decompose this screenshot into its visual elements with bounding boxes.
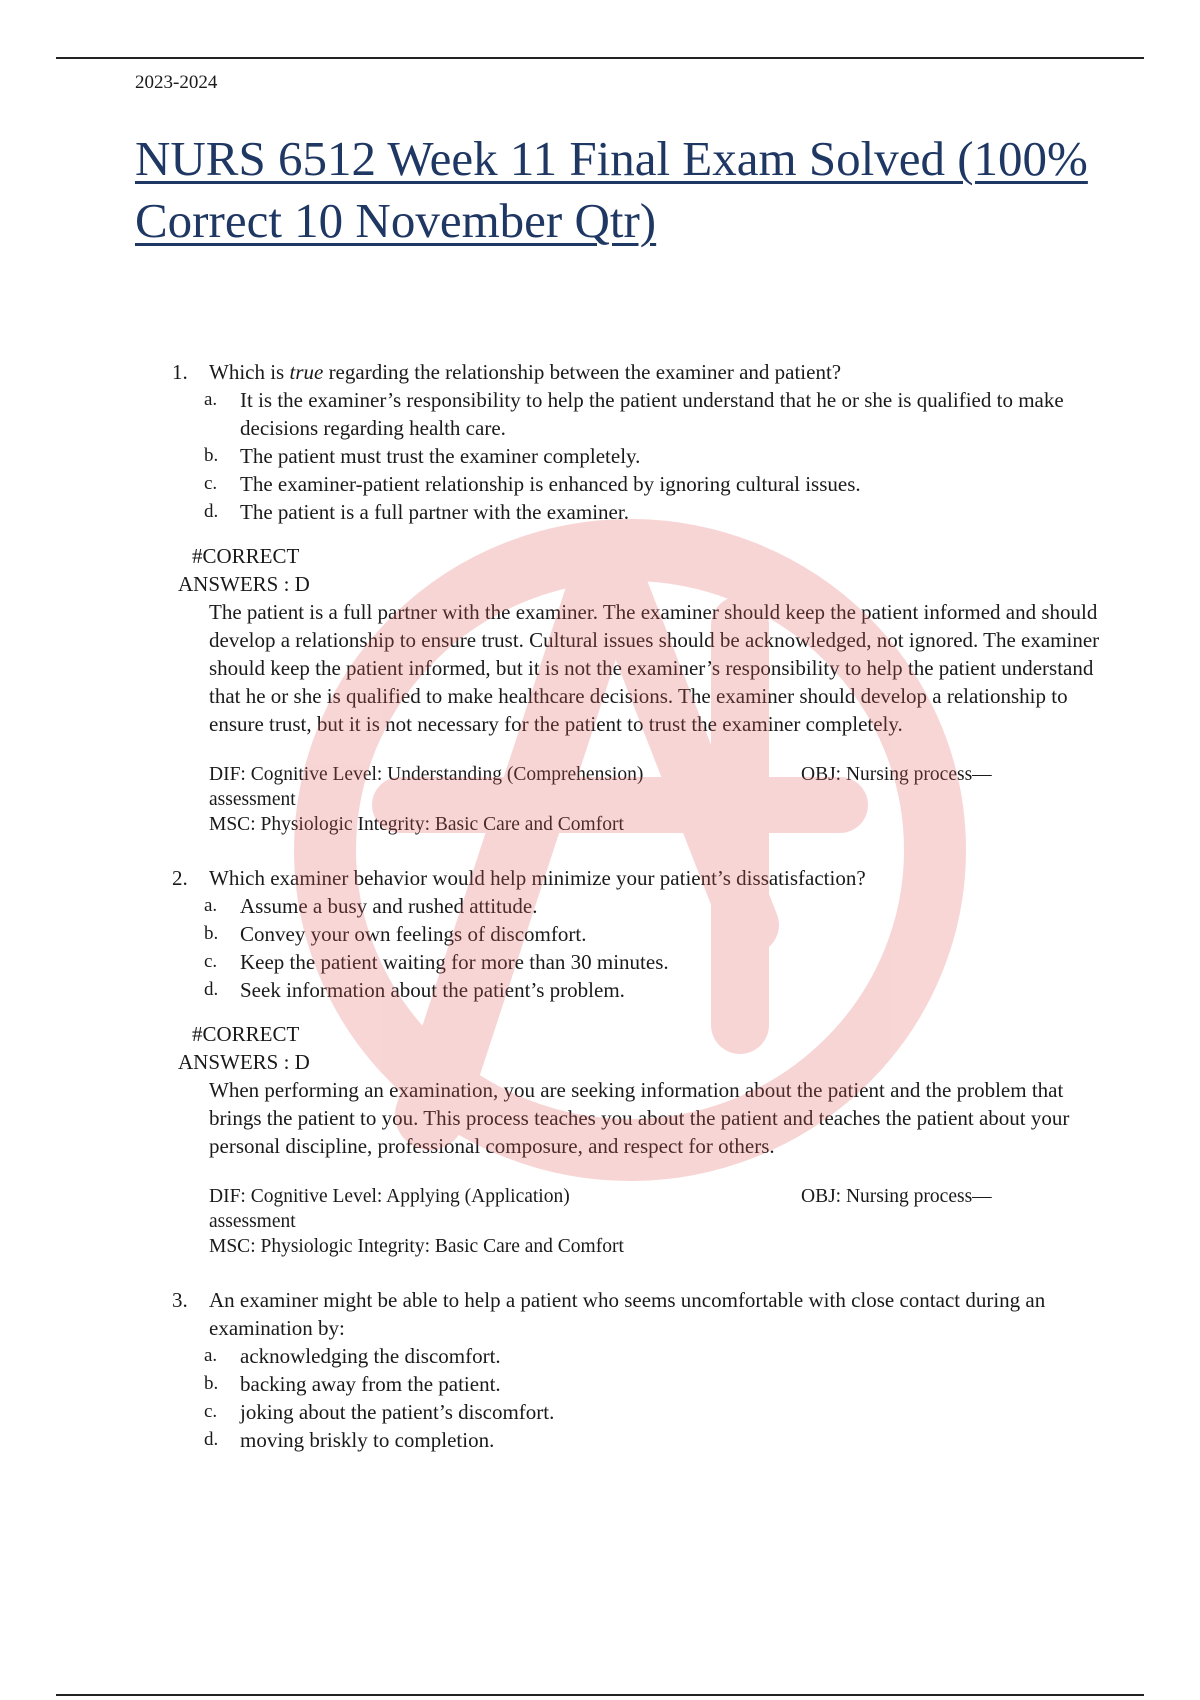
msc-category: MSC: Physiologic Integrity: Basic Care and Comfort xyxy=(209,814,624,835)
answer-explanation: When performing an examination, you are seeking information about the patient and the problem that brings the patient to you. This process teaches you about the patient and teaches the patient about your personal discipline, professional composure, and respect for others. xyxy=(209,1078,1070,1158)
option-c xyxy=(200,948,1085,976)
dif-level: DIF: Cognitive Level: Understanding (Comprehension) xyxy=(209,764,644,785)
answer-label: #CORRECT xyxy=(192,1022,300,1046)
question-metadata xyxy=(209,762,1049,837)
top-rule xyxy=(56,57,1144,59)
option-letter: a. xyxy=(204,389,218,410)
question-stem xyxy=(209,360,841,384)
option-letter: c. xyxy=(204,1401,218,1422)
option-d xyxy=(200,976,1085,1004)
option-d xyxy=(200,1426,1085,1454)
option-letter: b. xyxy=(204,445,219,466)
question-2-options xyxy=(200,892,1200,1004)
question-stem: An examiner might be able to help a patient who seems uncomfortable with close contact during an examination by: xyxy=(209,1288,1046,1340)
option-letter: b. xyxy=(204,923,219,944)
msc-category: MSC: Physiologic Integrity: Basic Care and Comfort xyxy=(209,1236,624,1257)
document-year: 2023-2024 xyxy=(135,72,218,93)
option-letter: d. xyxy=(204,979,219,1000)
option-text: The patient is a full partner with the examiner. xyxy=(240,500,629,524)
option-text: Convey your own feelings of discomfort. xyxy=(240,922,587,946)
question-3-options xyxy=(200,1342,1200,1454)
option-c xyxy=(200,1398,1085,1426)
option-text: Keep the patient waiting for more than 30 minutes. xyxy=(240,950,669,974)
objective-continued: assessment xyxy=(209,1211,296,1232)
question-number: 2. xyxy=(172,866,188,890)
stem-text: regarding the relationship between the examiner and patient? xyxy=(323,360,842,384)
option-text: joking about the patient’s discomfort. xyxy=(240,1400,555,1424)
option-letter: d. xyxy=(204,1429,219,1450)
option-text: The examiner-patient relationship is enhanced by ignoring cultural issues. xyxy=(240,472,861,496)
option-text: backing away from the patient. xyxy=(240,1372,501,1396)
bottom-rule xyxy=(56,1694,1144,1696)
option-letter: c. xyxy=(204,473,218,494)
answer-label: #CORRECT xyxy=(192,544,300,568)
dif-level: DIF: Cognitive Level: Applying (Application) xyxy=(209,1186,570,1207)
answer-key: ANSWERS : D xyxy=(178,1050,310,1074)
option-d xyxy=(200,498,1085,526)
option-a xyxy=(200,386,1085,442)
question-stem: Which examiner behavior would help minimize your patient’s dissatisfaction? xyxy=(209,866,866,890)
option-a xyxy=(200,1342,1085,1370)
stem-text: Which is xyxy=(209,360,290,384)
answer-explanation: The patient is a full partner with the examiner. The examiner should keep the patient informed and should develop a relationship to ensure trust. Cultural issues should be acknowledged, not ignored. The examiner should keep the patient informed, but it is not the examiner’s responsibility to help the patient understand that he or she is qualified to make healthcare decisions. The examiner should develop a relationship to ensure trust, but it is not necessary for the patient to trust the examiner completely. xyxy=(209,600,1100,736)
option-letter: a. xyxy=(204,895,218,916)
option-letter: a. xyxy=(204,1345,218,1366)
objective: OBJ: Nursing process— xyxy=(801,1186,992,1207)
option-c xyxy=(200,470,1085,498)
document-title[interactable]: NURS 6512 Week 11 Final Exam Solved (100% Correct 10 November Qtr) xyxy=(135,131,1088,248)
option-letter: c. xyxy=(204,951,218,972)
option-text: It is the examiner’s responsibility to help the patient understand that he or she is qualified to make decisions regarding health care. xyxy=(240,388,1064,440)
question-number: 3. xyxy=(172,1288,188,1312)
option-text: Assume a busy and rushed attitude. xyxy=(240,894,538,918)
answer-key: ANSWERS : D xyxy=(178,572,310,596)
option-letter: d. xyxy=(204,501,219,522)
question-2 xyxy=(172,864,1120,892)
objective-continued: assessment xyxy=(209,789,296,810)
option-text: The patient must trust the examiner completely. xyxy=(240,444,641,468)
exam-content xyxy=(0,358,1200,1454)
objective: OBJ: Nursing process— xyxy=(801,764,992,785)
question-number: 1. xyxy=(172,360,188,384)
option-b xyxy=(200,1370,1085,1398)
question-3 xyxy=(172,1286,1120,1342)
stem-emphasis: true xyxy=(289,360,324,384)
option-letter: b. xyxy=(204,1373,219,1394)
question-metadata xyxy=(209,1184,1049,1259)
question-1-options xyxy=(200,386,1200,526)
option-text: acknowledging the discomfort. xyxy=(240,1344,501,1368)
option-text: moving briskly to completion. xyxy=(240,1428,495,1452)
option-b xyxy=(200,920,1085,948)
option-b xyxy=(200,442,1085,470)
option-a xyxy=(200,892,1085,920)
option-text: Seek information about the patient’s problem. xyxy=(240,978,625,1002)
question-1 xyxy=(172,358,1120,386)
